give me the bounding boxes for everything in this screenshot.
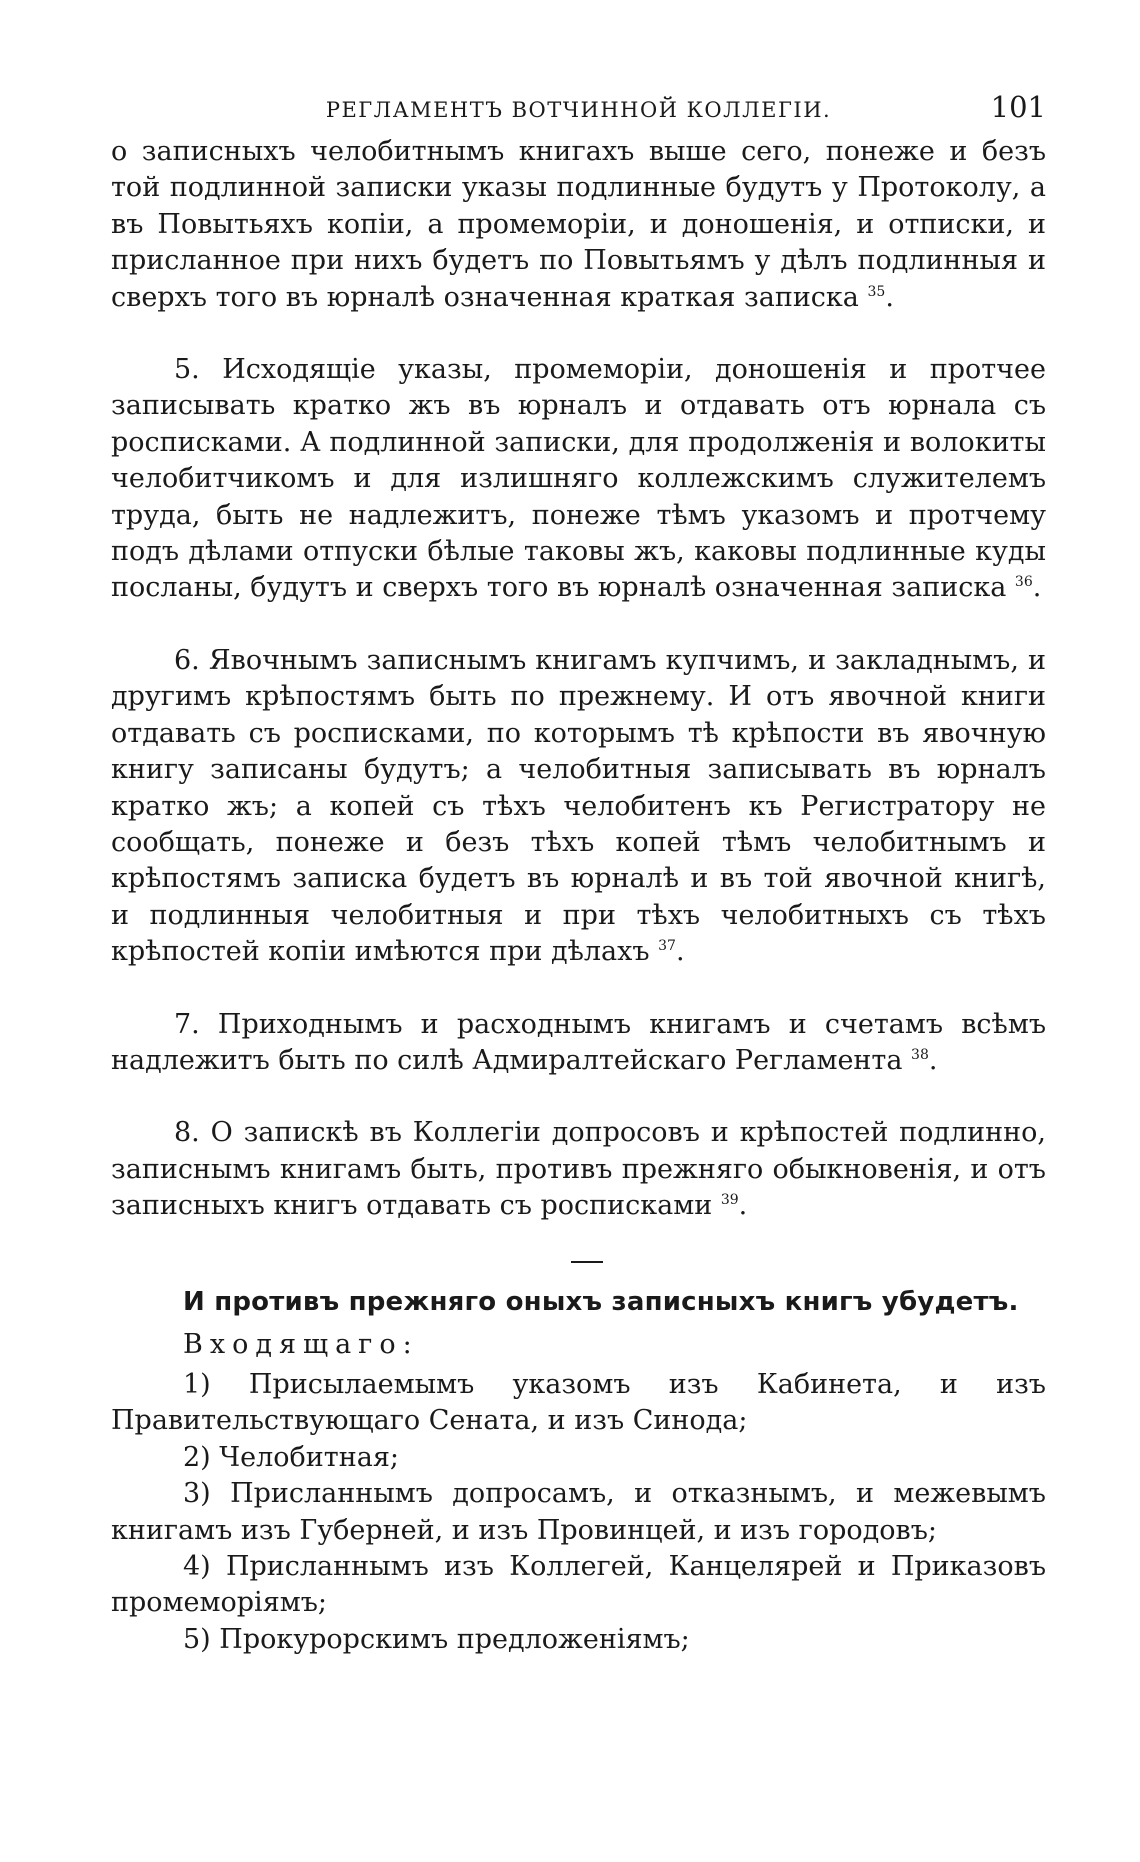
paragraph-end: . [738, 1190, 748, 1222]
paragraph-text: 8. О запискѣ въ Коллегіи допросовъ и крѣпостей подлинно, записнымъ книгамъ быть, противъ прежняго обыкновенія, и отъ записныхъ книгъ отдавать съ росписками [111, 1117, 1046, 1222]
section-heading: И противъ прежняго оныхъ записныхъ книгъ убудетъ. [183, 1286, 1019, 1317]
paragraph-end: . [928, 1044, 938, 1076]
list-item: 2) Челобитная; [183, 1441, 399, 1473]
paragraph-text: 7. Приходнымъ и расходнымъ книгамъ и счетамъ всѣмъ надлежитъ быть по силѣ Адмиралтейскаго Регламента [111, 1008, 1046, 1076]
footnote-ref: 35 [867, 283, 886, 300]
book-page [111, 90, 1046, 1658]
footnote-ref: 36 [1014, 574, 1033, 591]
footnote-ref: 38 [911, 1046, 929, 1063]
paragraph-text: 6. Явочнымъ записнымъ книгамъ купчимъ, и закладнымъ, и другимъ крѣпостямъ быть по прежнему. И отъ явочной книги отдавать съ росписками, по которымъ тѣ крѣпости въ явочную книгу записаны будутъ; а челобитныя записывать въ юрналъ кратко жъ; а копей съ тѣхъ челобитенъ къ Регистратору не сообщать, понеже и безъ тѣхъ копей тѣмъ челобитнымъ и крѣпостямъ записка будетъ въ юрналѣ и въ той явочной книгѣ, и подлинныя челобитныя и при тѣхъ челобитныхъ съ тѣхъ крѣпостей копіи имѣются при дѣлахъ [111, 644, 1046, 968]
list-item: 5) Прокурорскимъ предложеніямъ; [183, 1623, 690, 1655]
paragraph-7 [111, 1007, 1046, 1080]
paragraph-continuation [111, 134, 1046, 316]
footnote-ref: 39 [720, 1192, 739, 1209]
paragraph-end: . [885, 281, 894, 313]
page-header [111, 90, 1046, 134]
incoming-list [111, 1367, 1046, 1658]
page-number: 101 [990, 90, 1046, 124]
list-item: 3) Присланнымъ допросамъ, и отказнымъ, и межевымъ книгамъ изъ Губерней, и изъ Провинцей, и изъ городовъ; [111, 1478, 1046, 1546]
paragraph-end: . [675, 936, 685, 968]
paragraph-5 [111, 352, 1046, 607]
paragraph-text: о записныхъ челобитнымъ книгахъ выше сего, понеже и безъ той подлинной записки указы подлинные будутъ у Протоколу, а въ Повытьяхъ копіи, а промеморіи, и доношенія, и отписки, и присланное при нихъ будетъ по Повытьямъ у дѣлъ подлинныя и сверхъ того въ юрналѣ означенная краткая записка [111, 136, 1046, 313]
paragraph-text: 5. Исходящіе указы, промеморіи, доношенія и протчее записывать кратко жъ въ юрналъ и отдавать отъ юрнала съ росписками. А подлинной записки, для продолженія и волокиты челобитчикомъ и для излишняго коллежскимъ служителемъ труда, быть не надлежитъ, понеже тѣмъ указомъ и протчему подъ дѣлами отпуски бѣлые таковы жъ, каковы подлинные куды посланы, будутъ и сверхъ того въ юрналѣ означенная записка [111, 354, 1046, 604]
running-title: РЕГЛАМЕНТЪ ВОТЧИННОЙ КОЛЛЕГІИ. [325, 98, 832, 122]
paragraph-8 [111, 1115, 1046, 1224]
paragraph-6 [111, 643, 1046, 971]
list-item: 1) Присылаемымъ указомъ изъ Кабинета, и изъ Правительствующаго Сената, и изъ Синода; [111, 1368, 1046, 1437]
list-item: 4) Присланнымъ изъ Коллегей, Канцелярей и Приказовъ промеморіямъ; [111, 1551, 1046, 1619]
footnote-ref: 37 [658, 938, 676, 955]
section-divider [571, 1261, 603, 1263]
section-subheading: Входящаго: [183, 1328, 419, 1360]
paragraph-end: . [1032, 572, 1042, 604]
